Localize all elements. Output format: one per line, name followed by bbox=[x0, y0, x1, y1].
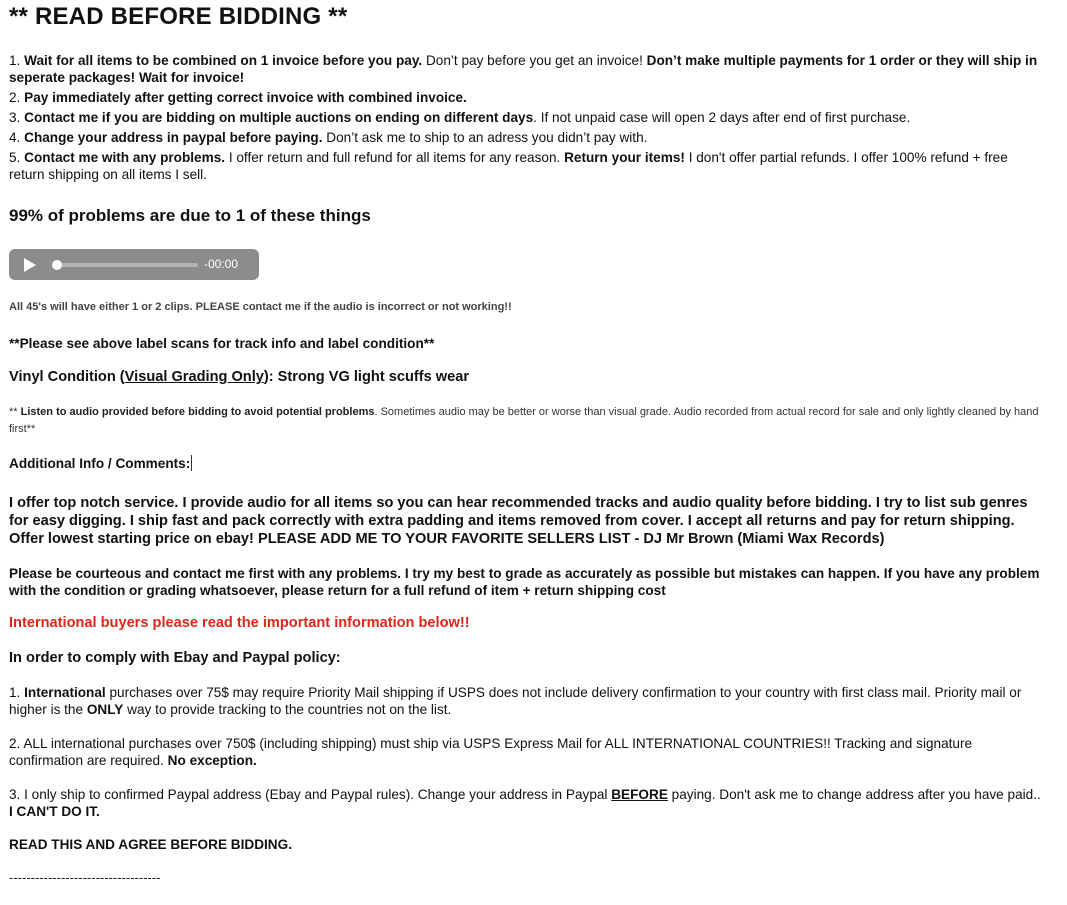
comply-heading: In order to comply with Ebay and Paypal policy: bbox=[9, 650, 341, 666]
text-cursor bbox=[191, 455, 192, 471]
policy-item-2: 2. ALL international purchases over 750$ (including shipping) must ship via USPS Express Mail for ALL INTERNATIONAL COUNTRIES!! Tracking and signature confirmation are required. No exception. bbox=[9, 736, 973, 768]
listen-note: ** Listen to audio provided before bidding to avoid potential problems. Sometimes audio may be better or worse than visual grade. Audio recorded from actual record for sale and only lightly cleaned by hand first** bbox=[9, 406, 1039, 435]
audio-player[interactable] bbox=[9, 249, 259, 280]
agree-notice: READ THIS AND AGREE BEFORE BIDDING. bbox=[9, 837, 292, 852]
rule-item: 1. Wait for all items to be combined on 1 invoice before you pay. Don’t pay before you get an invoice! Don’t make multiple payments for 1 order or they will ship in seperate packages! Wait for invoice! bbox=[9, 53, 1038, 85]
label-scans-note: **Please see above label scans for track info and label condition** bbox=[9, 336, 435, 351]
rule-item: 5. Contact me with any problems. I offer return and full refund for all items for any reason. Return your items! I don't offer partial refunds. I offer 100% refund + free return shipping on all items I sell. bbox=[9, 150, 1008, 182]
rule-item: 2. Pay immediately after getting correct invoice with combined invoice. bbox=[9, 90, 467, 105]
visual-grading-link[interactable]: Visual Grading Only bbox=[124, 369, 264, 385]
page-title: ** READ BEFORE BIDDING ** bbox=[9, 3, 348, 30]
additional-info-heading: Additional Info / Comments: bbox=[9, 456, 191, 471]
rule-item: 4. Change your address in paypal before paying. Don’t ask me to ship to an adress you didn’t pay with. bbox=[9, 130, 648, 145]
audio-time-remaining: -00:00 bbox=[204, 257, 239, 271]
clips-note: All 45's will have either 1 or 2 clips. PLEASE contact me if the audio is incorrect or not working!! bbox=[9, 301, 512, 313]
courteous-paragraph: Please be courteous and contact me first with any problems. I try my best to grade as accurately as possible but mistakes can happen. If you have any problem with the condition or grading whatsoever, please return for a full refund of item + return shipping cost bbox=[9, 566, 1040, 598]
vinyl-condition: Vinyl Condition (Visual Grading Only): Strong VG light scuffs wear bbox=[9, 369, 470, 385]
service-paragraph: I offer top notch service. I provide audio for all items so you can hear recommended tracks and audio quality before bidding. I try to list sub genres for easy digging. I ship fast and pack correctly with extra padding and items removed from cover. I accept all returns and pay for return shipping. Offer lowest starting price on ebay! PLEASE ADD ME TO YOUR FAVORITE SELLERS LIST - DJ Mr Brown (Miami Wax Records) bbox=[9, 495, 1028, 547]
international-heading: International buyers please read the important information below!! bbox=[9, 615, 470, 631]
rules-list bbox=[9, 52, 1044, 186]
policy-item-1: 1. International purchases over 75$ may require Priority Mail shipping if USPS does not include delivery confirmation to your country with first class mail. Priority mail or higher is the ONLY way to provide tracking to the countries not on the list. bbox=[9, 685, 1022, 717]
audio-progress-track[interactable] bbox=[57, 263, 198, 267]
play-icon[interactable] bbox=[24, 258, 36, 272]
divider-line: ----------------------------------- bbox=[9, 870, 161, 885]
problems-heading: 99% of problems are due to 1 of these things bbox=[9, 206, 371, 225]
policy-item-3: 3. I only ship to confirmed Paypal address (Ebay and Paypal rules). Change your address in Paypal BEFORE paying. Don't ask me to change address after you have paid.. I CAN'T DO IT. bbox=[9, 787, 1041, 819]
rule-item: 3. Contact me if you are bidding on multiple auctions on ending on different days. If not unpaid case will open 2 days after end of first purchase. bbox=[9, 110, 911, 125]
audio-scrubber-handle[interactable] bbox=[52, 260, 62, 270]
